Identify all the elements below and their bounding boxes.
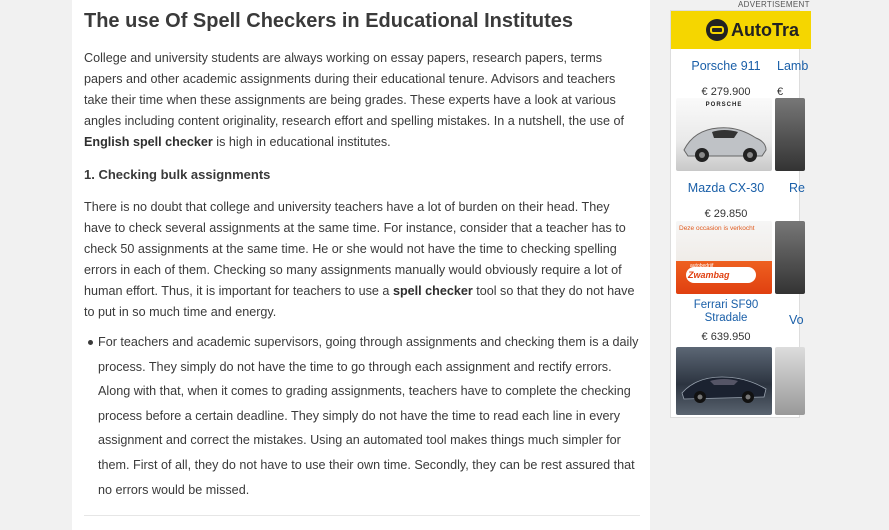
intro-paragraph [84,48,640,153]
car-name[interactable]: Ferrari SF90 Stradale [693,299,759,324]
car-image-lamb[interactable] [775,98,805,171]
car-price: € 639.950 [701,331,751,343]
car-name[interactable]: Porsche 911 [691,59,761,73]
section-heading [84,165,270,185]
ad-car-re[interactable] [789,181,889,195]
ad-car-porsche[interactable] [676,59,776,99]
body-text: There is no doubt that college and university teachers have a lot of burden on their head. They have to check several assignments at the same time. For instance, consider that a teacher has to check 50 assignments at the same time. He or she would not have the time to checking spelling errors in each of them. Checking so many assignments manually would obviously require a lot of human effort. Thus, it is important for teachers to use a [84,200,626,298]
car-image-vo[interactable] [775,347,805,415]
ad-car-vo[interactable] [789,313,889,327]
bullet-dot-icon [88,340,93,345]
car-logo-icon [706,19,728,41]
list-item-text: For teachers and academic supervisors, going through assignments and checking them is a daily process. They simply do not have the time to go through each assignment and rectify errors. Along with that, when it comes to grading assignments, teachers have to complete the checking process before a certain deadline. They simply do not have the time to read each line in every assignment and correct the mistakes. Using an automated tool makes things much simpler for them. First of all, they do not have to use their own time. Secondly, they can be rest assured that no errors would be missed. [98,335,639,497]
car-name[interactable]: Mazda CX-30 [687,181,765,195]
car-name[interactable]: Lamb [777,59,809,73]
list-item [84,330,640,502]
intro-bold-keyword: English spell checker [84,135,213,149]
car-image-porsche[interactable] [676,98,772,171]
ad-brand: AutoTra [731,20,800,40]
article-title: The use Of Spell Checkers in Educational Institutes [84,10,574,32]
ad-header[interactable] [671,11,811,49]
article-card [72,0,650,530]
divider [84,515,640,516]
image-caption: Deze occasion is verkocht [679,225,755,232]
section-number: 1. [84,167,95,182]
ad-banner[interactable] [670,10,809,418]
dealer-subtitle: autobedrijf [690,263,714,269]
ad-car-mazda[interactable] [676,181,776,221]
image-caption: PORSCHE [705,102,743,108]
dealer-name: Zwambag [688,270,730,280]
section-heading-text: Checking bulk assignments [98,167,271,182]
body-bold-keyword: spell checker [392,284,473,298]
car-image-ferrari[interactable] [676,347,772,415]
ad-car-lamb[interactable] [777,59,877,99]
car-name[interactable]: Re [789,181,805,195]
car-name[interactable]: Vo [789,313,804,327]
ad-car-ferrari[interactable] [676,299,776,344]
bullet-list [84,330,640,502]
car-price: € 279.900 [701,86,751,98]
body-text-end: tool so that they do not have to put in so much time and energy. [84,284,635,319]
advertisement-label: ADVERTISEMENT [738,0,810,9]
car-price: € 29.850 [704,208,748,220]
ferrari-car-icon [676,347,772,415]
intro-text: College and university students are always working on essay papers, research papers, terms papers and other academic assignments during their educational tenure. Advisors and teachers take their time when these assignments are being grades. These experts have a look at various angles including content originality, research effort and spelling mistakes. In a nutshell, the use of [84,51,624,128]
car-image-re[interactable] [775,221,805,294]
car-image-mazda[interactable] [676,221,772,294]
car-price: € [777,86,784,98]
porsche-car-icon [676,98,772,171]
intro-text-end: is high in educational institutes. [212,135,391,149]
body-paragraph [84,197,640,323]
